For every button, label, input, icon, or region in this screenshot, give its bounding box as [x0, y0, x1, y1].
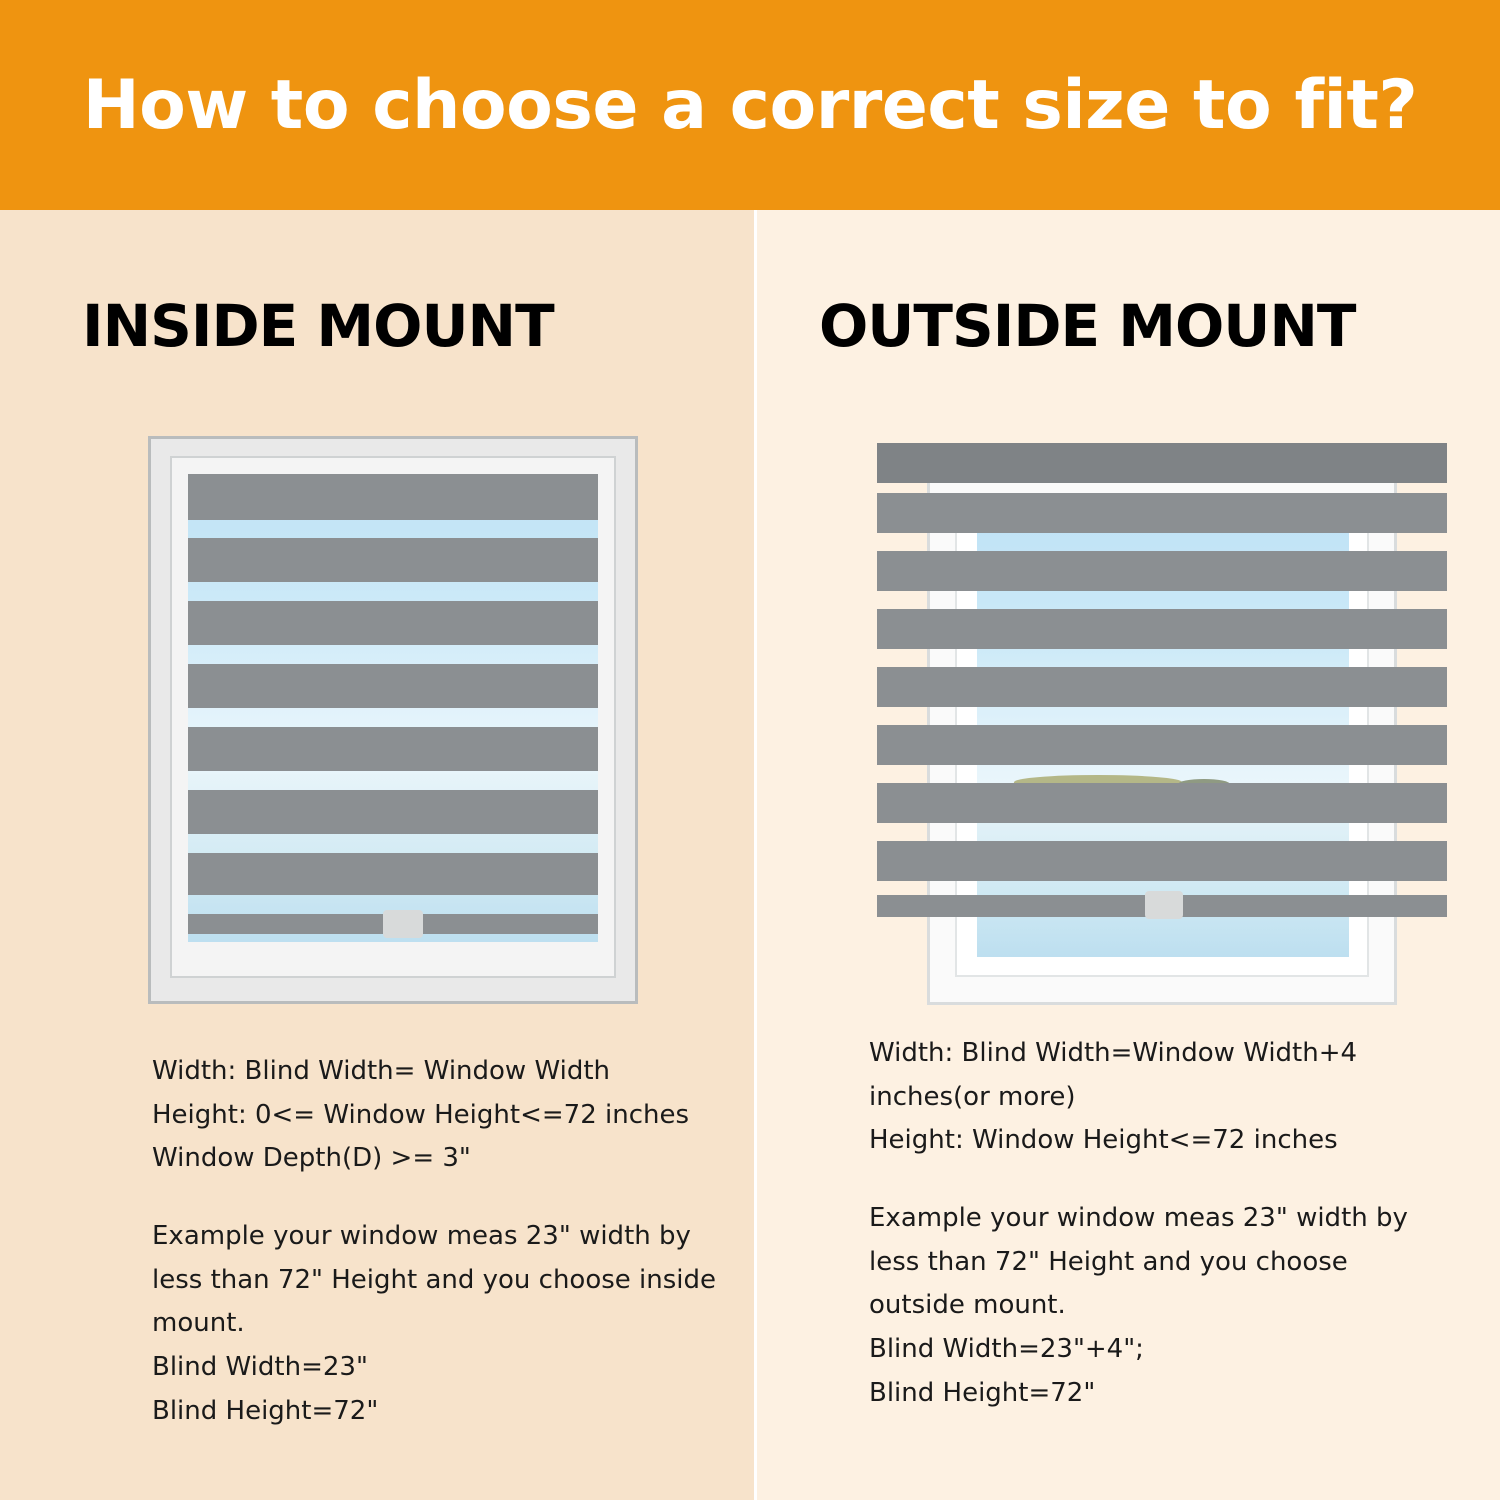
- blind-slat: [877, 667, 1447, 707]
- inside-spec-height: Height: 0<= Window Height<=72 inches: [152, 1099, 690, 1130]
- panels-container: [0, 210, 1500, 1500]
- blind-slat: [877, 493, 1447, 533]
- blind-slat: [188, 601, 598, 645]
- blind-slat: [188, 538, 598, 582]
- inside-blind-slats: [188, 474, 598, 942]
- blind-slat: [877, 725, 1447, 765]
- blind-slat: [188, 727, 598, 771]
- inside-spec-width: Width: Blind Width= Window Width: [152, 1056, 610, 1086]
- spacer: [869, 1163, 1469, 1197]
- outside-example-line-3: outside mount.: [869, 1290, 1066, 1321]
- spacer: [152, 1181, 722, 1215]
- inside-mount-specs: [152, 1050, 722, 1181]
- inside-example-line-1: Example your window meas 23" width by: [152, 1221, 691, 1252]
- outside-example-line-2: less than 72" Height and you choose: [869, 1246, 1348, 1277]
- blind-pull-tab: [383, 910, 423, 938]
- inside-example-blind-height: Blind Height=72": [152, 1395, 379, 1426]
- outside-example-blind-height: Blind Height=72": [869, 1377, 1096, 1408]
- blind-slat: [188, 790, 598, 834]
- blind-pull-tab: [1145, 891, 1183, 919]
- inside-mount-heading: INSIDE MOUNT: [82, 292, 554, 360]
- outside-mount-example: [869, 1197, 1469, 1415]
- outside-spec-width: Width: Blind Width=Window Width+4: [869, 1038, 1358, 1068]
- inside-mount-window-illustration: [148, 436, 638, 1004]
- inside-example-line-3: mount.: [152, 1308, 245, 1339]
- outside-blind-slats: [867, 435, 1457, 1005]
- header-banner: [0, 0, 1500, 210]
- inside-example-blind-width: Blind Width=23": [152, 1352, 368, 1383]
- blind-slat: [188, 664, 598, 708]
- blind-slat: [877, 783, 1447, 823]
- outside-spec-width-cont: inches(or more): [869, 1081, 1076, 1112]
- inside-mount-panel: [0, 210, 757, 1500]
- blind-slat: [188, 474, 598, 520]
- blind-head-rail: [877, 443, 1447, 483]
- blind-slat: [188, 853, 598, 895]
- outside-example-line-1: Example your window meas 23" width by: [869, 1203, 1408, 1234]
- outside-mount-panel: [757, 210, 1500, 1500]
- blind-slat: [877, 551, 1447, 591]
- outside-mount-text: [869, 1032, 1469, 1415]
- blind-slat: [877, 609, 1447, 649]
- outside-mount-specs: [869, 1032, 1469, 1163]
- outside-mount-heading: OUTSIDE MOUNT: [819, 292, 1356, 360]
- outside-mount-window-illustration: [867, 435, 1457, 1005]
- inside-mount-example: [152, 1215, 722, 1433]
- inside-mount-text: [152, 1050, 722, 1433]
- blind-slat: [877, 841, 1447, 881]
- page-title: How to choose a correct size to fit?: [82, 65, 1418, 145]
- outside-spec-height: Height: Window Height<=72 inches: [869, 1125, 1338, 1156]
- inside-example-line-2: less than 72" Height and you choose inside: [152, 1264, 717, 1295]
- inside-spec-depth: Window Depth(D) >= 3": [152, 1143, 471, 1174]
- outside-example-blind-width: Blind Width=23"+4";: [869, 1334, 1144, 1365]
